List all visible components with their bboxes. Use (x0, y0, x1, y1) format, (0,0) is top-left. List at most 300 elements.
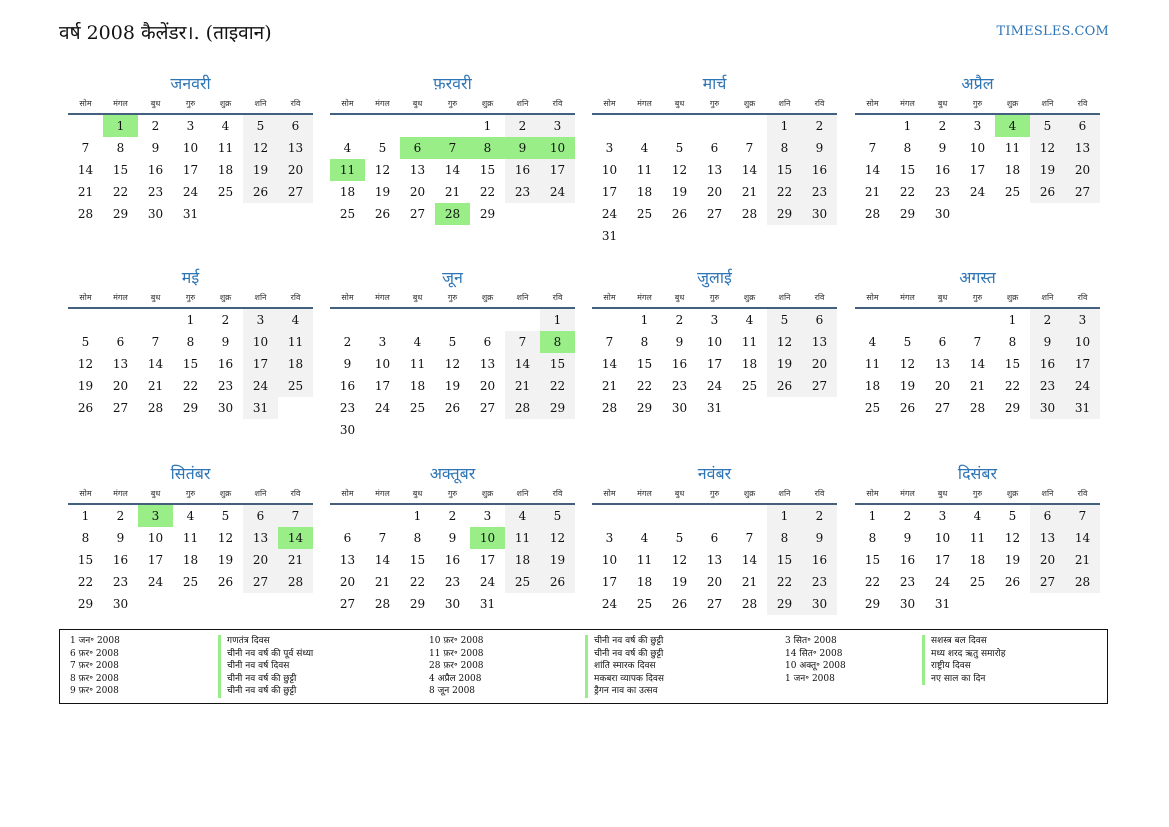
day-cell[interactable]: 31 (601, 229, 618, 243)
holiday-day-cell[interactable]: 28 (435, 203, 470, 225)
day-cell[interactable]: 1 (540, 309, 575, 331)
day-cell[interactable]: 22 (77, 575, 94, 589)
day-cell[interactable]: 3 (243, 309, 278, 331)
day-cell[interactable]: 20 (409, 185, 426, 199)
day-cell[interactable]: 27 (706, 597, 723, 611)
day-cell[interactable]: 8 (767, 527, 802, 549)
day-cell[interactable]: 20 (112, 379, 129, 393)
day-cell[interactable]: 17 (479, 553, 496, 567)
day-cell[interactable]: 20 (802, 353, 837, 375)
day-cell[interactable]: 17 (969, 163, 986, 177)
day-cell[interactable]: 8 (640, 335, 649, 349)
day-cell[interactable]: 13 (112, 357, 129, 371)
day-cell[interactable]: 21 (147, 379, 164, 393)
day-cell[interactable]: 26 (671, 207, 688, 221)
day-cell[interactable]: 18 (1004, 163, 1021, 177)
day-cell[interactable]: 8 (868, 531, 877, 545)
day-cell[interactable]: 23 (802, 181, 837, 203)
day-cell[interactable]: 13 (934, 357, 951, 371)
day-cell[interactable]: 28 (741, 597, 758, 611)
day-cell[interactable]: 5 (767, 309, 802, 331)
day-cell[interactable]: 25 (339, 207, 356, 221)
day-cell[interactable]: 31 (243, 397, 278, 419)
day-cell[interactable]: 21 (969, 379, 986, 393)
day-cell[interactable]: 10 (601, 163, 618, 177)
day-cell[interactable]: 19 (540, 549, 575, 571)
day-cell[interactable]: 27 (479, 401, 496, 415)
day-cell[interactable]: 12 (77, 357, 94, 371)
day-cell[interactable]: 1 (767, 115, 802, 137)
day-cell[interactable]: 29 (864, 597, 881, 611)
day-cell[interactable]: 24 (601, 597, 618, 611)
day-cell[interactable]: 25 (636, 207, 653, 221)
day-cell[interactable]: 20 (1030, 549, 1065, 571)
day-cell[interactable]: 6 (710, 531, 719, 545)
day-cell[interactable]: 29 (767, 203, 802, 225)
day-cell[interactable]: 31 (1065, 397, 1100, 419)
day-cell[interactable]: 2 (903, 509, 912, 523)
day-cell[interactable]: 14 (147, 357, 164, 371)
day-cell[interactable]: 29 (409, 597, 426, 611)
day-cell[interactable]: 10 (601, 553, 618, 567)
day-cell[interactable]: 15 (540, 353, 575, 375)
holiday-day-cell[interactable]: 7 (435, 137, 470, 159)
day-cell[interactable]: 6 (243, 505, 278, 527)
day-cell[interactable]: 25 (505, 571, 540, 593)
day-cell[interactable]: 9 (151, 141, 160, 155)
day-cell[interactable]: 21 (77, 185, 94, 199)
day-cell[interactable]: 28 (1065, 571, 1100, 593)
day-cell[interactable]: 1 (483, 119, 492, 133)
day-cell[interactable]: 22 (636, 379, 653, 393)
day-cell[interactable]: 8 (903, 141, 912, 155)
day-cell[interactable]: 2 (151, 119, 160, 133)
day-cell[interactable]: 15 (767, 549, 802, 571)
day-cell[interactable]: 15 (112, 163, 129, 177)
day-cell[interactable]: 22 (899, 185, 916, 199)
day-cell[interactable]: 30 (934, 207, 951, 221)
day-cell[interactable]: 4 (413, 335, 422, 349)
day-cell[interactable]: 17 (540, 159, 575, 181)
day-cell[interactable]: 5 (221, 509, 230, 523)
day-cell[interactable]: 18 (636, 575, 653, 589)
day-cell[interactable]: 22 (767, 181, 802, 203)
day-cell[interactable]: 12 (374, 163, 391, 177)
day-cell[interactable]: 16 (147, 163, 164, 177)
day-cell[interactable]: 6 (802, 309, 837, 331)
day-cell[interactable]: 18 (505, 549, 540, 571)
day-cell[interactable]: 29 (1004, 401, 1021, 415)
day-cell[interactable]: 28 (147, 401, 164, 415)
day-cell[interactable]: 19 (899, 379, 916, 393)
day-cell[interactable]: 12 (217, 531, 234, 545)
day-cell[interactable]: 10 (182, 141, 199, 155)
day-cell[interactable]: 11 (182, 531, 199, 545)
day-cell[interactable]: 6 (278, 115, 313, 137)
holiday-day-cell[interactable]: 10 (470, 527, 505, 549)
day-cell[interactable]: 6 (343, 531, 352, 545)
day-cell[interactable]: 9 (221, 335, 230, 349)
day-cell[interactable]: 7 (378, 531, 387, 545)
day-cell[interactable]: 19 (671, 185, 688, 199)
day-cell[interactable]: 22 (767, 571, 802, 593)
day-cell[interactable]: 3 (483, 509, 492, 523)
day-cell[interactable]: 10 (706, 335, 723, 349)
day-cell[interactable]: 5 (1030, 115, 1065, 137)
day-cell[interactable]: 4 (278, 309, 313, 331)
day-cell[interactable]: 18 (864, 379, 881, 393)
day-cell[interactable]: 24 (374, 401, 391, 415)
day-cell[interactable]: 27 (802, 375, 837, 397)
day-cell[interactable]: 24 (706, 379, 723, 393)
site-link[interactable]: TIMESLES.COM (996, 24, 1109, 39)
day-cell[interactable]: 11 (217, 141, 234, 155)
day-cell[interactable]: 21 (741, 575, 758, 589)
day-cell[interactable]: 2 (938, 119, 947, 133)
day-cell[interactable]: 20 (706, 185, 723, 199)
day-cell[interactable]: 30 (147, 207, 164, 221)
day-cell[interactable]: 18 (741, 357, 758, 371)
day-cell[interactable]: 5 (448, 335, 457, 349)
day-cell[interactable]: 20 (1065, 159, 1100, 181)
day-cell[interactable]: 18 (217, 163, 234, 177)
day-cell[interactable]: 17 (601, 575, 618, 589)
day-cell[interactable]: 19 (1030, 159, 1065, 181)
day-cell[interactable]: 21 (278, 549, 313, 571)
day-cell[interactable]: 30 (112, 597, 129, 611)
day-cell[interactable]: 12 (767, 331, 802, 353)
day-cell[interactable]: 25 (969, 575, 986, 589)
day-cell[interactable]: 22 (540, 375, 575, 397)
day-cell[interactable]: 11 (409, 357, 426, 371)
day-cell[interactable]: 18 (636, 185, 653, 199)
day-cell[interactable]: 6 (710, 141, 719, 155)
day-cell[interactable]: 26 (767, 375, 802, 397)
day-cell[interactable]: 28 (601, 401, 618, 415)
day-cell[interactable]: 30 (899, 597, 916, 611)
day-cell[interactable]: 8 (413, 531, 422, 545)
day-cell[interactable]: 15 (77, 553, 94, 567)
day-cell[interactable]: 20 (934, 379, 951, 393)
day-cell[interactable]: 7 (1065, 505, 1100, 527)
day-cell[interactable]: 8 (1008, 335, 1017, 349)
day-cell[interactable]: 1 (868, 509, 877, 523)
day-cell[interactable]: 23 (339, 401, 356, 415)
day-cell[interactable]: 4 (640, 531, 649, 545)
day-cell[interactable]: 16 (899, 553, 916, 567)
day-cell[interactable]: 15 (182, 357, 199, 371)
day-cell[interactable]: 15 (1004, 357, 1021, 371)
day-cell[interactable]: 13 (243, 527, 278, 549)
day-cell[interactable]: 19 (671, 575, 688, 589)
day-cell[interactable]: 28 (741, 207, 758, 221)
day-cell[interactable]: 11 (741, 335, 758, 349)
day-cell[interactable]: 21 (741, 185, 758, 199)
day-cell[interactable]: 23 (444, 575, 461, 589)
day-cell[interactable]: 30 (339, 423, 356, 437)
day-cell[interactable]: 4 (343, 141, 352, 155)
day-cell[interactable]: 13 (339, 553, 356, 567)
day-cell[interactable]: 7 (278, 505, 313, 527)
day-cell[interactable]: 16 (671, 357, 688, 371)
day-cell[interactable]: 20 (243, 549, 278, 571)
day-cell[interactable]: 24 (934, 575, 951, 589)
day-cell[interactable]: 26 (77, 401, 94, 415)
day-cell[interactable]: 25 (278, 375, 313, 397)
day-cell[interactable]: 13 (278, 137, 313, 159)
day-cell[interactable]: 10 (969, 141, 986, 155)
day-cell[interactable]: 29 (540, 397, 575, 419)
day-cell[interactable]: 1 (1008, 313, 1017, 327)
day-cell[interactable]: 3 (973, 119, 982, 133)
day-cell[interactable]: 3 (540, 115, 575, 137)
day-cell[interactable]: 24 (182, 185, 199, 199)
day-cell[interactable]: 15 (409, 553, 426, 567)
day-cell[interactable]: 13 (409, 163, 426, 177)
day-cell[interactable]: 7 (973, 335, 982, 349)
day-cell[interactable]: 31 (479, 597, 496, 611)
day-cell[interactable]: 14 (969, 357, 986, 371)
day-cell[interactable]: 5 (903, 335, 912, 349)
day-cell[interactable]: 3 (605, 531, 614, 545)
day-cell[interactable]: 21 (505, 375, 540, 397)
day-cell[interactable]: 12 (671, 553, 688, 567)
day-cell[interactable]: 16 (934, 163, 951, 177)
day-cell[interactable]: 8 (186, 335, 195, 349)
day-cell[interactable]: 17 (601, 185, 618, 199)
day-cell[interactable]: 27 (1030, 571, 1065, 593)
day-cell[interactable]: 21 (864, 185, 881, 199)
holiday-day-cell[interactable]: 8 (540, 331, 575, 353)
day-cell[interactable]: 11 (636, 163, 653, 177)
day-cell[interactable]: 7 (745, 141, 754, 155)
day-cell[interactable]: 23 (899, 575, 916, 589)
day-cell[interactable]: 17 (243, 353, 278, 375)
day-cell[interactable]: 16 (1030, 353, 1065, 375)
holiday-day-cell[interactable]: 4 (995, 115, 1030, 137)
day-cell[interactable]: 22 (864, 575, 881, 589)
day-cell[interactable]: 18 (182, 553, 199, 567)
day-cell[interactable]: 8 (767, 137, 802, 159)
day-cell[interactable]: 21 (444, 185, 461, 199)
day-cell[interactable]: 1 (640, 313, 649, 327)
day-cell[interactable]: 24 (1065, 375, 1100, 397)
day-cell[interactable]: 5 (675, 531, 684, 545)
day-cell[interactable]: 24 (243, 375, 278, 397)
day-cell[interactable]: 12 (243, 137, 278, 159)
day-cell[interactable]: 27 (1065, 181, 1100, 203)
day-cell[interactable]: 23 (934, 185, 951, 199)
day-cell[interactable]: 27 (409, 207, 426, 221)
day-cell[interactable]: 7 (745, 531, 754, 545)
day-cell[interactable]: 25 (1004, 185, 1021, 199)
day-cell[interactable]: 23 (1030, 375, 1065, 397)
day-cell[interactable]: 1 (903, 119, 912, 133)
day-cell[interactable]: 21 (1065, 549, 1100, 571)
day-cell[interactable]: 16 (217, 357, 234, 371)
day-cell[interactable]: 10 (243, 331, 278, 353)
day-cell[interactable]: 18 (409, 379, 426, 393)
day-cell[interactable]: 8 (116, 141, 125, 155)
day-cell[interactable]: 27 (706, 207, 723, 221)
holiday-day-cell[interactable]: 11 (330, 159, 365, 181)
day-cell[interactable]: 10 (1065, 331, 1100, 353)
day-cell[interactable]: 14 (601, 357, 618, 371)
day-cell[interactable]: 18 (278, 353, 313, 375)
holiday-day-cell[interactable]: 9 (505, 137, 540, 159)
day-cell[interactable]: 18 (969, 553, 986, 567)
holiday-day-cell[interactable]: 6 (400, 137, 435, 159)
day-cell[interactable]: 7 (505, 331, 540, 353)
day-cell[interactable]: 9 (1030, 331, 1065, 353)
day-cell[interactable]: 27 (339, 597, 356, 611)
day-cell[interactable]: 19 (243, 159, 278, 181)
day-cell[interactable]: 29 (182, 401, 199, 415)
day-cell[interactable]: 25 (636, 597, 653, 611)
day-cell[interactable]: 13 (1065, 137, 1100, 159)
day-cell[interactable]: 4 (868, 335, 877, 349)
day-cell[interactable]: 27 (934, 401, 951, 415)
day-cell[interactable]: 2 (675, 313, 684, 327)
day-cell[interactable]: 10 (934, 531, 951, 545)
day-cell[interactable]: 26 (444, 401, 461, 415)
day-cell[interactable]: 17 (147, 553, 164, 567)
day-cell[interactable]: 3 (186, 119, 195, 133)
day-cell[interactable]: 15 (479, 163, 496, 177)
day-cell[interactable]: 16 (444, 553, 461, 567)
day-cell[interactable]: 17 (374, 379, 391, 393)
day-cell[interactable]: 23 (147, 185, 164, 199)
day-cell[interactable]: 18 (339, 185, 356, 199)
day-cell[interactable]: 2 (802, 505, 837, 527)
day-cell[interactable]: 31 (934, 597, 951, 611)
day-cell[interactable]: 11 (278, 331, 313, 353)
day-cell[interactable]: 6 (483, 335, 492, 349)
day-cell[interactable]: 24 (147, 575, 164, 589)
day-cell[interactable]: 22 (409, 575, 426, 589)
day-cell[interactable]: 5 (378, 141, 387, 155)
day-cell[interactable]: 8 (81, 531, 90, 545)
day-cell[interactable]: 2 (505, 115, 540, 137)
day-cell[interactable]: 5 (1008, 509, 1017, 523)
day-cell[interactable]: 25 (217, 185, 234, 199)
day-cell[interactable]: 28 (969, 401, 986, 415)
day-cell[interactable]: 9 (938, 141, 947, 155)
day-cell[interactable]: 17 (182, 163, 199, 177)
day-cell[interactable]: 4 (745, 313, 754, 327)
day-cell[interactable]: 26 (243, 181, 278, 203)
day-cell[interactable]: 24 (540, 181, 575, 203)
day-cell[interactable]: 2 (802, 115, 837, 137)
day-cell[interactable]: 26 (671, 597, 688, 611)
day-cell[interactable]: 23 (505, 181, 540, 203)
day-cell[interactable]: 26 (374, 207, 391, 221)
day-cell[interactable]: 29 (112, 207, 129, 221)
day-cell[interactable]: 4 (640, 141, 649, 155)
day-cell[interactable]: 26 (1004, 575, 1021, 589)
day-cell[interactable]: 2 (343, 335, 352, 349)
day-cell[interactable]: 15 (767, 159, 802, 181)
day-cell[interactable]: 4 (186, 509, 195, 523)
day-cell[interactable]: 20 (278, 159, 313, 181)
day-cell[interactable]: 15 (899, 163, 916, 177)
day-cell[interactable]: 28 (864, 207, 881, 221)
day-cell[interactable]: 14 (505, 353, 540, 375)
day-cell[interactable]: 9 (448, 531, 457, 545)
day-cell[interactable]: 16 (339, 379, 356, 393)
day-cell[interactable]: 9 (903, 531, 912, 545)
day-cell[interactable]: 2 (116, 509, 125, 523)
day-cell[interactable]: 4 (221, 119, 230, 133)
holiday-day-cell[interactable]: 1 (103, 115, 138, 137)
day-cell[interactable]: 27 (243, 571, 278, 593)
day-cell[interactable]: 21 (374, 575, 391, 589)
day-cell[interactable]: 1 (186, 313, 195, 327)
day-cell[interactable]: 7 (605, 335, 614, 349)
day-cell[interactable]: 17 (706, 357, 723, 371)
day-cell[interactable]: 24 (969, 185, 986, 199)
day-cell[interactable]: 30 (802, 593, 837, 615)
day-cell[interactable]: 9 (343, 357, 352, 371)
day-cell[interactable]: 3 (378, 335, 387, 349)
day-cell[interactable]: 6 (1030, 505, 1065, 527)
day-cell[interactable]: 14 (374, 553, 391, 567)
day-cell[interactable]: 30 (217, 401, 234, 415)
day-cell[interactable]: 3 (938, 509, 947, 523)
day-cell[interactable]: 28 (278, 571, 313, 593)
day-cell[interactable]: 12 (671, 163, 688, 177)
day-cell[interactable]: 17 (1065, 353, 1100, 375)
day-cell[interactable]: 23 (802, 571, 837, 593)
day-cell[interactable]: 12 (1004, 531, 1021, 545)
day-cell[interactable]: 16 (802, 159, 837, 181)
day-cell[interactable]: 22 (479, 185, 496, 199)
day-cell[interactable]: 24 (601, 207, 618, 221)
holiday-day-cell[interactable]: 8 (470, 137, 505, 159)
day-cell[interactable]: 30 (671, 401, 688, 415)
day-cell[interactable]: 29 (767, 593, 802, 615)
day-cell[interactable]: 14 (741, 553, 758, 567)
day-cell[interactable]: 6 (116, 335, 125, 349)
day-cell[interactable]: 13 (802, 331, 837, 353)
day-cell[interactable]: 13 (1030, 527, 1065, 549)
day-cell[interactable]: 9 (675, 335, 684, 349)
day-cell[interactable]: 2 (221, 313, 230, 327)
holiday-day-cell[interactable]: 14 (278, 527, 313, 549)
day-cell[interactable]: 16 (505, 159, 540, 181)
day-cell[interactable]: 15 (636, 357, 653, 371)
day-cell[interactable]: 10 (147, 531, 164, 545)
day-cell[interactable]: 11 (1004, 141, 1021, 155)
day-cell[interactable]: 14 (1065, 527, 1100, 549)
day-cell[interactable]: 5 (243, 115, 278, 137)
day-cell[interactable]: 28 (505, 397, 540, 419)
day-cell[interactable]: 17 (934, 553, 951, 567)
day-cell[interactable]: 11 (636, 553, 653, 567)
day-cell[interactable]: 10 (374, 357, 391, 371)
day-cell[interactable]: 22 (112, 185, 129, 199)
day-cell[interactable]: 30 (444, 597, 461, 611)
day-cell[interactable]: 4 (505, 505, 540, 527)
day-cell[interactable]: 27 (278, 181, 313, 203)
day-cell[interactable]: 26 (1030, 181, 1065, 203)
day-cell[interactable]: 13 (706, 553, 723, 567)
day-cell[interactable]: 13 (479, 357, 496, 371)
day-cell[interactable]: 29 (899, 207, 916, 221)
day-cell[interactable]: 14 (444, 163, 461, 177)
day-cell[interactable]: 28 (374, 597, 391, 611)
day-cell[interactable]: 20 (706, 575, 723, 589)
